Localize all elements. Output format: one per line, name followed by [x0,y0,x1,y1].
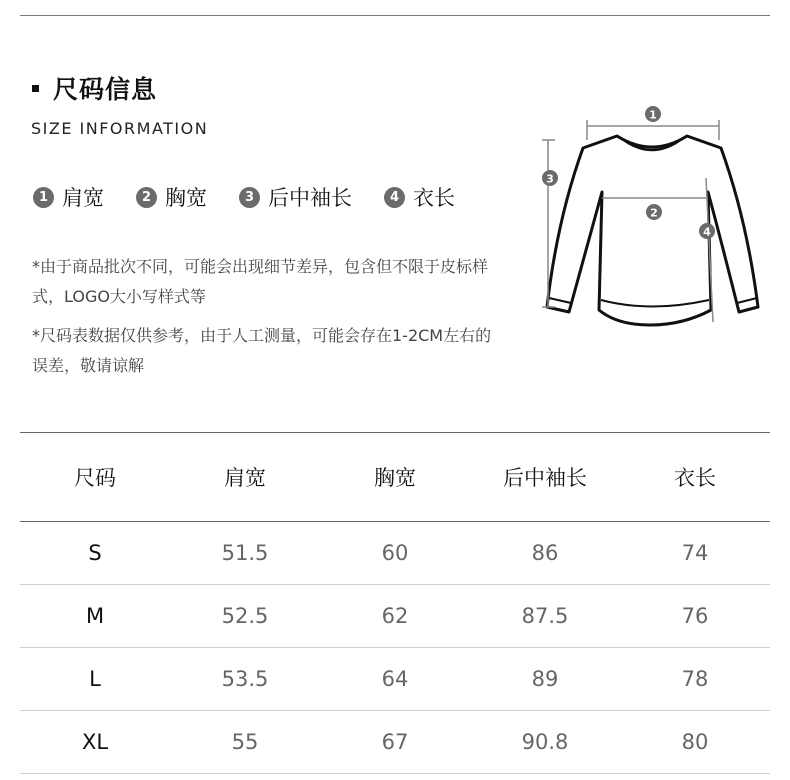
cell-chest: 64 [320,648,470,711]
marker-4-icon [699,223,715,239]
number-1-icon: 1 [33,187,54,208]
cell-shoulder: 53.5 [170,648,320,711]
header-sleeve: 后中袖长 [470,433,620,522]
cell-sleeve: 87.5 [470,585,620,648]
table-row [20,648,770,711]
cell-sleeve: 86 [470,522,620,585]
cell-length: 78 [620,648,770,711]
number-4-icon: 4 [384,187,405,208]
svg-text:3: 3 [546,172,554,186]
table-header-row [20,433,770,522]
marker-1-icon [645,106,661,122]
note-measurement-error: *尺码表数据仅供参考，由于人工测量，可能会存在1-2CM左右的误差，敬请谅解 [32,326,492,375]
svg-text:4: 4 [703,225,711,239]
measurement-legend [33,182,487,212]
cell-length: 74 [620,522,770,585]
cell-sleeve: 90.8 [470,711,620,774]
section-header [32,70,157,106]
svg-text:1: 1 [649,108,657,122]
garment-measurement-diagram [525,100,770,330]
number-3-icon: 3 [239,187,260,208]
table-row [20,711,770,774]
header-chest: 胸宽 [320,433,470,522]
legend-item-sleeve [239,182,352,212]
svg-text:2: 2 [650,206,658,220]
top-divider [20,15,770,16]
section-title: 尺码信息 [53,75,158,104]
header-shoulder: 肩宽 [170,433,320,522]
header-size: 尺码 [20,433,170,522]
legend-label: 后中袖长 [268,186,352,210]
legend-label: 衣长 [413,186,455,210]
long-sleeve-tshirt-icon [525,100,770,330]
note-detail-difference: *由于商品批次不同，可能会出现细节差异，包含但不限于皮标样式，LOGO大小写样式等 [32,257,489,306]
legend-item-length [384,182,455,212]
cell-length: 80 [620,711,770,774]
cell-shoulder: 55 [170,711,320,774]
size-notes [32,252,492,390]
cell-chest: 60 [320,522,470,585]
legend-label: 胸宽 [165,186,207,210]
legend-label: 肩宽 [62,186,104,210]
cell-sleeve: 89 [470,648,620,711]
marker-2-icon [646,204,662,220]
cell-size: L [20,648,170,711]
number-2-icon: 2 [136,187,157,208]
size-chart-table [20,433,770,774]
legend-item-shoulder [33,182,104,212]
legend-item-chest [136,182,207,212]
marker-3-icon [542,170,558,186]
table-row [20,522,770,585]
cell-length: 76 [620,585,770,648]
cell-shoulder: 51.5 [170,522,320,585]
cell-size: M [20,585,170,648]
bullet-square-icon [32,85,39,92]
table-row [20,585,770,648]
cell-chest: 67 [320,711,470,774]
section-subtitle: SIZE INFORMATION [31,119,209,138]
cell-shoulder: 52.5 [170,585,320,648]
cell-size: S [20,522,170,585]
header-length: 衣长 [620,433,770,522]
cell-size: XL [20,711,170,774]
cell-chest: 62 [320,585,470,648]
